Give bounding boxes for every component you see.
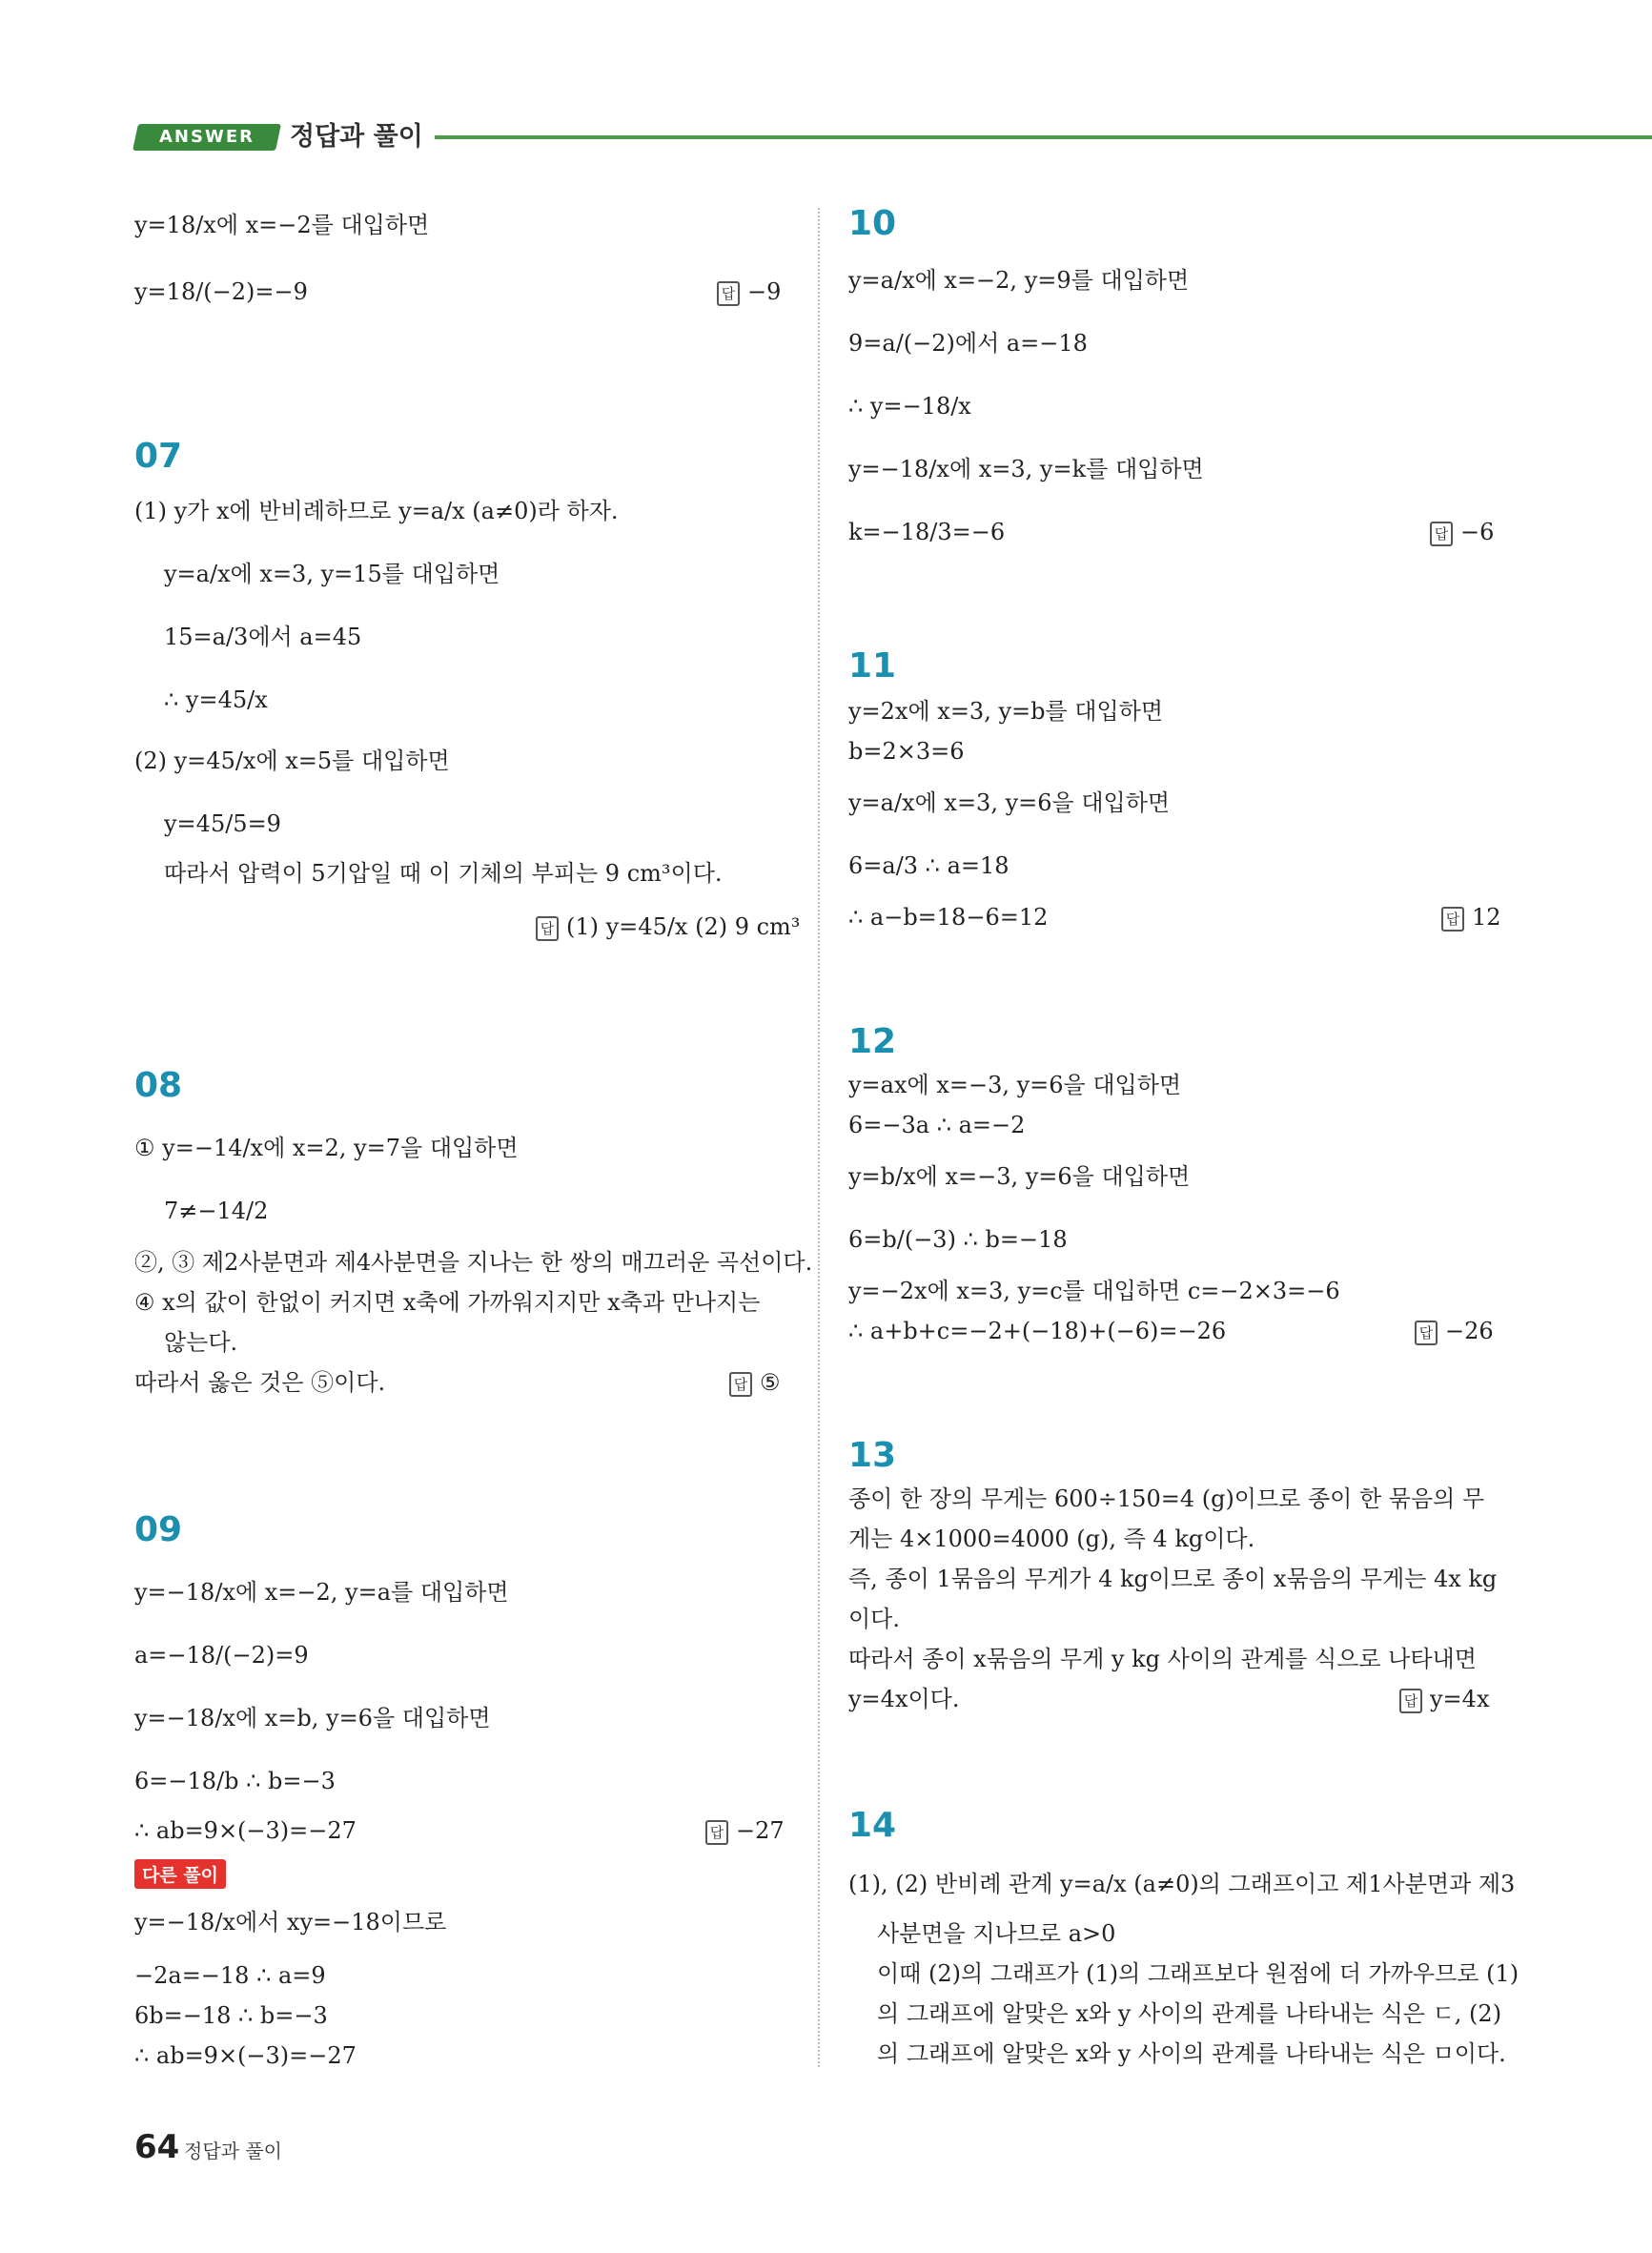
- text-line: 이다.: [848, 1606, 900, 1632]
- text-line: (1), (2) 반비례 관계 y=a/x (a≠0)의 그래프이고 제1사분면과 제3: [848, 1871, 1516, 1897]
- answer-icon: 답: [705, 1820, 728, 1845]
- answer-icon: 답: [717, 281, 740, 306]
- problem-number: 08: [134, 1066, 183, 1105]
- text-line: 6=b/(−3) ∴ b=−18: [848, 1226, 1068, 1253]
- answer-icon: 답: [729, 1372, 752, 1397]
- text-line: 따라서 압력이 5기압일 때 이 기체의 부피는 9 cm³이다.: [164, 860, 723, 887]
- text-line: 9=a/(−2)에서 a=−18: [848, 330, 1088, 357]
- text-line: (1) y가 x에 반비례하므로 y=a/x (a≠0)라 하자.: [134, 498, 619, 524]
- text-line: 6b=−18 ∴ b=−3: [134, 2002, 328, 2029]
- text-line: y=18/(−2)=−9: [134, 278, 308, 305]
- footer-title: 정답과 풀이: [184, 2140, 282, 2162]
- text-line: y=−18/x에 x=3, y=k를 대입하면: [848, 456, 1204, 482]
- text-line: 의 그래프에 알맞은 x와 y 사이의 관계를 나타내는 식은 ㅁ이다.: [877, 2040, 1506, 2067]
- text-line: 15=a/3에서 a=45: [164, 624, 362, 650]
- answer-icon: 답: [1430, 522, 1453, 546]
- text-line: y=−18/x에 x=b, y=6을 대입하면: [134, 1705, 491, 1731]
- text-line: 이때 (2)의 그래프가 (1)의 그래프보다 원점에 더 가까우므로 (1): [877, 1960, 1519, 1987]
- answer: 답 12: [1441, 902, 1501, 932]
- text-line: 게는 4×1000=4000 (g), 즉 4 kg이다.: [848, 1526, 1255, 1552]
- problem-number: 10: [848, 204, 897, 243]
- text-line: 따라서 종이 x묶음의 무게 y kg 사이의 관계를 식으로 나타내면: [848, 1646, 1477, 1672]
- text-line: y=a/x에 x=3, y=15를 대입하면: [164, 561, 500, 587]
- answer-icon: 답: [1415, 1321, 1438, 1345]
- text-line: ∴ a+b+c=−2+(−18)+(−6)=−26: [848, 1318, 1227, 1344]
- header-title: 정답과 풀이: [290, 122, 423, 152]
- answer-icon: 답: [536, 916, 559, 941]
- text-line: a=−18/(−2)=9: [134, 1642, 309, 1669]
- header-rule: [435, 135, 1652, 139]
- text-line: y=4x이다.: [848, 1686, 960, 1712]
- text-line: 종이 한 장의 무게는 600÷150=4 (g)이므로 종이 한 묶음의 무: [848, 1485, 1485, 1512]
- problem-number: 12: [848, 1022, 897, 1061]
- text-line: 6=a/3 ∴ a=18: [848, 852, 1010, 879]
- text-line: y=−18/x에서 xy=−18이므로: [134, 1909, 447, 1936]
- text-line: y=ax에 x=−3, y=6을 대입하면: [848, 1072, 1182, 1098]
- text-line: y=2x에 x=3, y=b를 대입하면: [848, 698, 1164, 725]
- answer: 답 y=4x: [1399, 1684, 1489, 1714]
- alt-solution-badge: 다른 풀이: [134, 1859, 226, 1889]
- answer-icon: 답: [1399, 1689, 1422, 1713]
- text-line: y=18/x에 x=−2를 대입하면: [134, 212, 430, 238]
- answer: 답 −26: [1415, 1316, 1494, 1346]
- problem-number: 11: [848, 646, 897, 686]
- text-line: 6=−18/b ∴ b=−3: [134, 1768, 336, 1794]
- text-line: 7≠−14/2: [164, 1198, 269, 1224]
- text-line: y=−18/x에 x=−2, y=a를 대입하면: [134, 1579, 509, 1606]
- text-line: y=−2x에 x=3, y=c를 대입하면 c=−2×3=−6: [848, 1278, 1340, 1304]
- text-line: b=2×3=6: [848, 738, 965, 765]
- text-line: k=−18/3=−6: [848, 519, 1006, 545]
- answer-badge: ANSWER: [159, 127, 255, 147]
- page-number: 64: [134, 2128, 180, 2166]
- answer-icon: 답: [1441, 907, 1464, 932]
- answer: 답 −27: [705, 1815, 785, 1846]
- text-line: y=b/x에 x=−3, y=6을 대입하면: [848, 1163, 1191, 1190]
- text-line: ∴ y=45/x: [164, 686, 268, 713]
- answer: 답 −9: [717, 277, 781, 307]
- text-line: ④ x의 값이 한없이 커지면 x축에 가까워지지만 x축과 만나지는: [134, 1289, 761, 1316]
- answer: 답 (1) y=45/x (2) 9 cm³: [536, 911, 800, 942]
- text-line: y=45/5=9: [164, 810, 281, 837]
- text-line: ∴ ab=9×(−3)=−27: [134, 2042, 357, 2069]
- text-line: ∴ a−b=18−6=12: [848, 904, 1049, 931]
- text-line: ∴ ab=9×(−3)=−27: [134, 1817, 357, 1844]
- text-line: ① y=−14/x에 x=2, y=7을 대입하면: [134, 1135, 519, 1161]
- text-line: 즉, 종이 1묶음의 무게가 4 kg이므로 종이 x묶음의 무게는 4x kg: [848, 1566, 1498, 1592]
- text-line: ②, ③ 제2사분면과 제4사분면을 지나는 한 쌍의 매끄러운 곡선이다.: [134, 1249, 813, 1276]
- text-line: y=a/x에 x=3, y=6을 대입하면: [848, 789, 1171, 816]
- text-line: −2a=−18 ∴ a=9: [134, 1962, 326, 1989]
- problem-number: 07: [134, 437, 183, 476]
- text-line: 의 그래프에 알맞은 x와 y 사이의 관계를 나타내는 식은 ㄷ, (2): [877, 2000, 1502, 2027]
- problem-number: 09: [134, 1510, 183, 1549]
- text-line: 6=−3a ∴ a=−2: [848, 1112, 1026, 1138]
- answer: 답 ⑤: [729, 1367, 781, 1398]
- text-line: 사분면을 지나므로 a>0: [877, 1920, 1116, 1947]
- problem-number: 14: [848, 1806, 897, 1845]
- problem-number: 13: [848, 1436, 897, 1475]
- answer: 답 −6: [1430, 517, 1494, 547]
- text-line: ∴ y=−18/x: [848, 393, 971, 420]
- text-line: y=a/x에 x=−2, y=9를 대입하면: [848, 267, 1190, 294]
- text-line: 않는다.: [164, 1329, 238, 1356]
- text-line: 따라서 옳은 것은 ⑤이다.: [134, 1369, 386, 1396]
- text-line: (2) y=45/x에 x=5를 대입하면: [134, 748, 450, 774]
- page-header: [122, 118, 1652, 156]
- column-divider: [818, 208, 820, 2067]
